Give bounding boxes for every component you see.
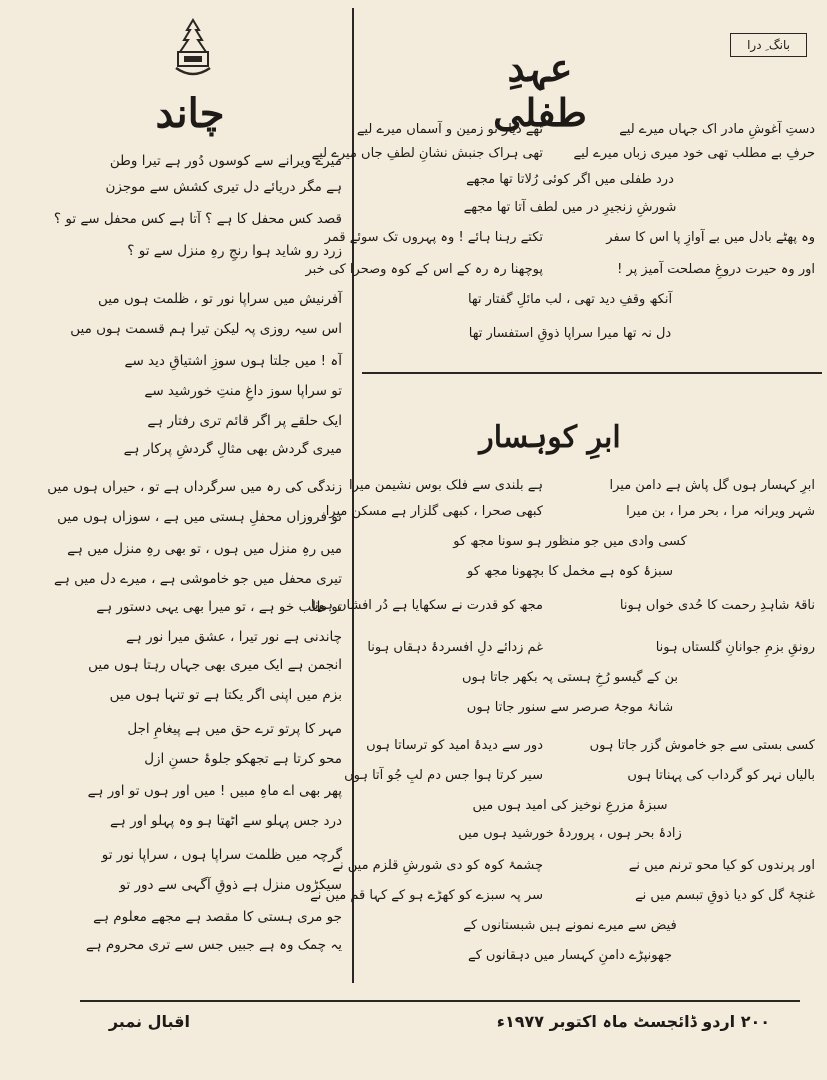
verse-line: میری گردش بھی مثالِ گردشِ پرکار ہے [123, 441, 342, 457]
verse-line: شہر ویرانہ مرا ، بحر مرا ، بن میرا [626, 504, 815, 519]
verse-line: ایک حلقے پر اگر قائم تری رفتار ہے [147, 413, 342, 429]
verse-line: حرفِ بے مطلب تھی خود میری زباں میرے لیے [573, 146, 815, 161]
verse-line: دستِ آغوشِ مادر اک جہاں میرے لیے [619, 122, 815, 137]
verse-line: یہ چمک وہ ہے جبیں جس سے تری محروم ہے [85, 937, 342, 953]
verse-line: کبھی صحرا ، کبھی گلزار ہے مسکن میرا [325, 504, 543, 519]
verse-line: میں رہِ منزل میں ہوں ، تو بھی رہِ منزل میں ہے [67, 541, 342, 557]
verse-line: گرچہ میں ظلمت سراپا ہوں ، سراپا نور تو [101, 847, 342, 863]
ornament-icon [172, 18, 214, 80]
verse-line: فیض سے میرے نمونے ہیں شبستانوں کے [463, 918, 677, 933]
verse-line: بزم میں اپنی اگر یکتا ہے تو تنہا ہوں میں [109, 687, 342, 703]
section-divider [362, 372, 822, 374]
verse-line: تھی ہراک جنبش نشانِ لطفِ جاں میرے لیے [311, 146, 543, 161]
verse-line: غنچۂ گل کو دیا ذوقِ تبسم میں نے [635, 888, 815, 903]
poem-title-chand: چاند [155, 90, 225, 137]
verse-line: قصد کس محفل کا ہے ؟ آتا ہے کس محفل سے تو ؟ [53, 211, 342, 227]
verse-line: غم زدائے دلِ افسردۂ دہقاں ہونا [367, 640, 543, 655]
footer-page-info: ۲۰۰ اردو ڈائجسٹ ماہ اکتوبر ۱۹۷۷ء [496, 1012, 770, 1031]
verse-line: کسی وادی میں جو منظور ہو سونا مجھ کو [453, 534, 687, 549]
verse-line: مجھ کو قدرت نے سکھایا ہے دُر افشاں ہونا [310, 598, 543, 613]
verse-line: انجمن ہے ایک میری بھی جہاں رہتا ہوں میں [88, 657, 342, 673]
verse-line: سیر کرتا ہوا جس دم لبِ جُو آتا ہوں [344, 768, 543, 783]
verse-line: میرے ویرانے سے کوسوں دُور ہے تیرا وطن [109, 153, 342, 169]
verse-line: رونقِ بزمِ جوانانِ گلستاں ہونا [655, 640, 815, 655]
book-badge: بانگ ِ درا [730, 33, 807, 57]
verse-line: چشمۂ کوہ کو دی شورشِ قلزم میں نے [332, 858, 543, 873]
verse-line: اس سیہ روزی پہ لیکن تیرا ہم قسمت ہوں میں [70, 321, 342, 337]
verse-line: تو فروزاں محفلِ ہستی میں ہے ، سوزاں ہوں میں [57, 509, 342, 525]
verse-line: سبزۂ مزرعِ نوخیز کی امید ہوں میں [472, 798, 668, 813]
verse-line: زرد رو شاید ہوا رنجِ رہِ منزل سے تو ؟ [127, 243, 342, 259]
footer-divider [80, 1000, 800, 1002]
verse-line: شورشِ زنجیرِ در میں لطف آتا تھا مجھے [463, 200, 677, 215]
verse-line: ابرِ کہسار ہوں گل پاش ہے دامن میرا [609, 478, 815, 493]
verse-line: ہے مگر دریائے دل تیری کشش سے موجزن [105, 179, 342, 195]
verse-line: سبزۂ کوہ ہے مخمل کا بچھونا مجھ کو [467, 564, 673, 579]
verse-line: دل نہ تھا میرا سراپا ذوقِ استفسار تھا [468, 326, 672, 341]
verse-line: تو سراپا سوز داغِ منتِ خورشید سے [144, 383, 342, 399]
verse-line: درد جس پہلو سے اٹھتا ہو وہ پہلو اور ہے [109, 813, 342, 829]
verse-line: کسی بستی سے جو خاموش گزر جاتا ہوں [589, 738, 815, 753]
verse-line: آہ ! میں جلتا ہوں سوزِ اشتیاقِ دید سے [124, 353, 342, 369]
verse-line: وہ پھٹے بادل میں بے آوازِ پا اس کا سفر [606, 230, 815, 245]
poem-title-ahd-e-tifli: عہدِ طفلی [493, 45, 587, 135]
verse-line: ہے بلندی سے فلک بوس نشیمن میرا [349, 478, 543, 493]
verse-line: ناقۂ شاہدِ رحمت کا حُدی خواں ہونا [619, 598, 815, 613]
verse-line: مہر کا پرتو ترے حق میں ہے پیغامِ اجل [127, 721, 342, 737]
verse-line: بالیاں نہر کو گرداب کی پہناتا ہوں [627, 768, 815, 783]
verse-line: اور وہ حیرت دروغِ مصلحت آمیز پر ! [617, 262, 815, 277]
verse-line: محو کرتا ہے تجھکو جلوۂ حسنِ ازل [144, 751, 342, 767]
verse-line: دور سے دیدۂ امید کو ترساتا ہوں [366, 738, 543, 753]
verse-line: جھونپڑے دامنِ کہسار میں دہقانوں کے [467, 948, 673, 963]
verse-line: درد طفلی میں اگر کوئی رُلاتا تھا مجھے [466, 172, 674, 187]
verse-line: بن کے گیسو رُخِ ہستی پہ بکھر جاتا ہوں [461, 670, 679, 685]
verse-line: آفرنیش میں سراپا نور تو ، ظلمت ہوں میں [98, 291, 342, 307]
poem-title-abr-e-kohsar: ابرِ کوہسار [479, 420, 621, 455]
verse-line: زندگی کی رہ میں سرگرداں ہے تو ، حیراں ہوں میں [47, 479, 342, 495]
verse-line: تھے دیار نو زمین و آسماں میرے لیے [356, 122, 543, 137]
verse-line: تو طلب خو ہے ، تو میرا بھی یہی دستور ہے [96, 599, 342, 615]
verse-line: زادۂ بحر ہوں ، پروردۂ خورشید ہوں میں [458, 826, 682, 841]
footer-issue-title: اقبال نمبر [108, 1012, 190, 1031]
verse-line: جو مری ہستی کا مقصد ہے مجھے معلوم ہے [93, 909, 342, 925]
verse-line: آنکھ وقفِ دید تھی ، لب مائلِ گفتار تھا [467, 292, 673, 307]
verse-line: تیری محفل میں جو خاموشی ہے ، میرے دل میں ہے [54, 571, 342, 587]
verse-line: سیکڑوں منزل ہے ذوقِ آگہی سے دور تو [119, 877, 342, 893]
verse-line: سر پہ سبزے کو کھڑے ہو کے کہا قم میں نے [310, 888, 543, 903]
verse-line: چاندنی ہے نور تیرا ، عشق میرا نور ہے [125, 629, 342, 645]
verse-line: اور پرندوں کو کیا محو ترنم میں نے [628, 858, 815, 873]
verse-line: تکتے رہنا ہائے ! وہ پہروں تک سوئے قمر [324, 230, 543, 245]
verse-line: پھر بھی اے ماہِ مبیں ! میں اور ہوں تو اور ہے [87, 783, 342, 799]
verse-line: پوچھنا رہ رہ کے اس کے کوہ وصحرا کی خبر [305, 262, 543, 277]
verse-line: شانۂ موجۂ صرصر سے سنور جاتا ہوں [466, 700, 674, 715]
